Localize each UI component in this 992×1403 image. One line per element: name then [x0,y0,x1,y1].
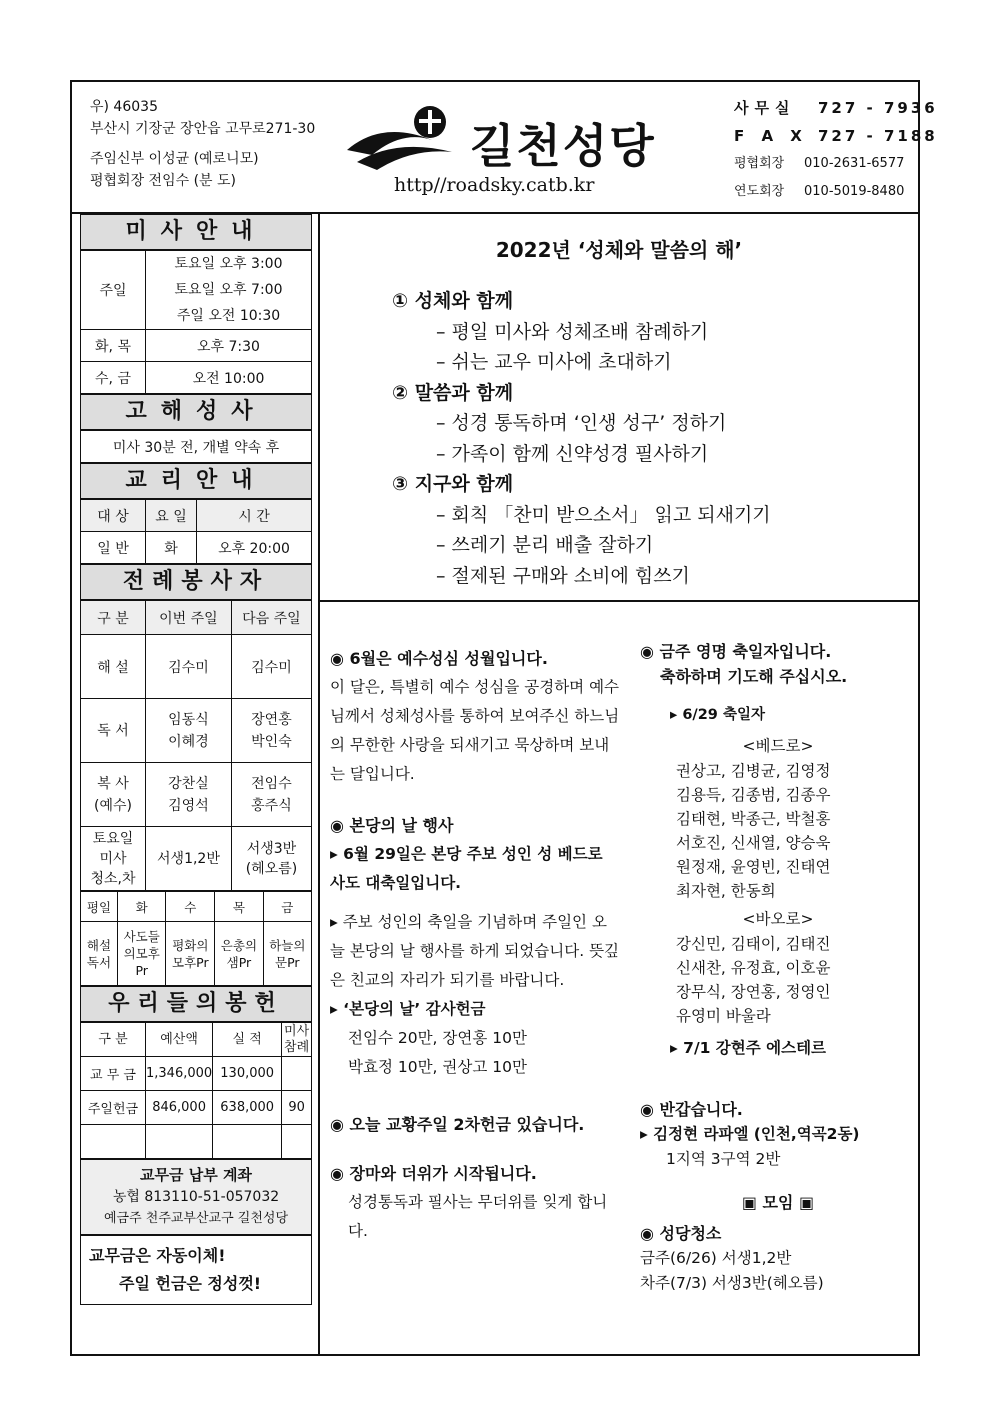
left-column [80,214,312,1305]
mass-table [80,250,312,394]
feast-name-line: 원정재, 윤영빈, 진태연 [676,858,831,876]
offering-header: 예산액 [146,1023,213,1057]
mass-title: 미사안내 [80,214,312,250]
feast-title-1: ◉ 금주 영명 축일자입니다. [640,642,832,661]
office-label: 사무실 [734,99,796,117]
servers-role: 해 설 [81,635,146,699]
weekday-header: 평일 [81,892,118,922]
office-phone: 727 - 7936 [818,99,938,117]
offering-cell: 130,000 [213,1057,282,1091]
news-parish-day-title: ◉ 본당의 날 행사 [330,816,454,835]
fax-label: F A X [734,127,808,145]
news-offering-line: 전임수 20만, 장연홍 10만 [348,1029,527,1047]
news-second-collection: ◉ 오늘 교황주일 2차헌금 있습니다. [330,1115,585,1134]
news-summer-title: ◉ 장마와 더위가 시작됩니다. [330,1164,537,1183]
servers-header: 다음 주일 [231,601,311,635]
catechism-header: 시 간 [197,500,312,532]
theme-list [392,286,771,591]
servers-role: 독 서 [81,699,146,763]
feast-name-line: 서호진, 신새열, 양승욱 [676,834,831,852]
catechism-cell: 화 [146,532,197,564]
feast-group-paul: <바오로> [742,910,814,928]
header-phones [734,94,938,206]
postal-code: 우) 46035 [90,99,158,115]
offering-cell: 주일헌금 [81,1091,146,1125]
church-name: 길천성당 [470,119,656,173]
bank-box [80,1159,312,1235]
news-offering-title: ▸ ‘본당의 날’ 감사헌금 [330,1000,486,1018]
offering-cell: 90 [282,1091,312,1125]
bank-holder: 예금주 천주교부산교구 길천성당 [103,1211,289,1226]
offering-cell: 1,346,000 [146,1057,213,1091]
offering-cell: 638,000 [213,1091,282,1125]
servers-header: 구 분 [81,601,146,635]
servers-cell: 강찬실 김영석 [146,763,232,827]
catechism-cell: 일 반 [81,532,146,564]
offering-header: 구 분 [81,1023,146,1057]
servers-cell: 서생1,2반 [146,827,232,891]
offering-title: 우리들의봉헌 [80,986,312,1022]
welcome-title: ◉ 반갑습니다. [640,1100,743,1119]
chair-label: 평협회장 [734,156,785,171]
news-left [330,644,620,1246]
weekday-cell: 사도들 의모후 Pr [118,922,166,986]
council-chair: 평협회장 전임수 (분 도) [90,173,236,189]
memo-box [80,1235,312,1305]
weekday-cell: 은총의 샘Pr [215,922,263,986]
memo-line-1: 교무금은 자동이체! [89,1246,226,1265]
news-sacred-heart-title: ◉ 6월은 예수성심 성월입니다. [330,649,548,668]
news-offering-line: 박효정 10만, 권상고 10만 [348,1058,527,1076]
feast-group-peter: <베드로> [742,737,814,755]
catechism-header: 대 상 [81,500,146,532]
servers-cell: 김수미 [146,635,232,699]
feast-date-1: ▸ 6/29 축일자 [670,707,765,723]
weekday-cell: 해설 독서 [81,922,118,986]
weekday-header: 금 [263,892,311,922]
feast-name-line: 김용득, 김종범, 김종우 [676,786,831,804]
feast-name-line: 강신민, 김태이, 김태진 [676,935,831,953]
cleaning-title: ◉ 성당청소 [640,1224,722,1243]
theme-item-sub: – 쓰레기 분리 배출 잘하기 [436,534,654,556]
right-column [318,214,918,1354]
news-parish-day-lead: ▸ 6월 29일은 본당 주보 성인 성 베드로 사도 대축일입니다. [330,845,603,892]
feast-name-line: 권상고, 김병균, 김영정 [676,762,831,780]
catechism-title: 교리안내 [80,463,312,499]
offering-header: 미사 참례 [282,1023,312,1057]
meeting-title: ▣ 모임 ▣ [741,1193,815,1212]
church-logo-block [342,88,702,206]
theme-item-sub: – 쉬는 교우 미사에 초대하기 [436,351,672,373]
weekday-header: 화 [118,892,166,922]
news-right [640,639,916,1296]
address: 부산시 기장군 장안읍 고무로271-30 [90,121,316,137]
bank-account: 농협 813110-51-057032 [112,1189,280,1205]
bulletin-frame [70,80,938,1356]
mass-tuethu-time: 오후 7:30 [146,330,312,362]
catechism-header: 요 일 [146,500,197,532]
church-url[interactable]: http//roadsky.catb.kr [394,174,595,196]
theme-title: 2022년 ‘성체와 말씀의 해’ [495,238,743,262]
catechism-cell: 오후 20:00 [197,532,312,564]
feast-name-line: 유영미 바울라 [676,1007,771,1025]
mass-sunday-label: 주일 [81,251,146,330]
mass-wedfri-time: 오전 10:00 [146,362,312,394]
news-parish-day-body: ▸ 주보 성인의 축일을 기념하며 주일인 오늘 본당의 날 행사를 하게 되었습니다. 뜻깊은 친교의 자리가 되기를 바랍니다. [330,913,620,989]
servers-role: 복 사 (예수) [81,763,146,827]
catechism-table [80,499,312,564]
memo-line-2: 주일 헌금은 정성껏! [119,1274,262,1293]
servers-cell: 임동식 이혜경 [146,699,232,763]
servers-title: 전례봉사자 [80,564,312,600]
region-label: 연도회장 [734,184,785,199]
news-sacred-heart-body: 이 달은, 특별히 예수 성심을 공경하며 예수님께서 성체성사를 통하여 보여주신 하느님의 무한한 사랑을 되새기고 묵상하며 보내는 달입니다. [330,678,620,783]
weekday-header: 수 [166,892,215,922]
confession-text: 미사 30분 전, 개별 약속 후 [81,431,312,463]
mass-sunday-time-1: 토요일 오후 3:00 [174,256,283,272]
offering-table [80,1022,312,1159]
feast-names-peter [640,759,916,903]
welcome-name: ▸ 김정현 라파엘 (인천,역곡2동) [640,1125,860,1143]
header-contact [90,96,315,192]
servers-role: 토요일 미사 청소,차 [81,827,146,891]
region-phone: 010-5019-8480 [804,184,905,199]
servers-cell: 서생3반 (헤오름) [231,827,311,891]
offering-cell: 교 무 금 [81,1057,146,1091]
feast-title-2: 축하하며 기도해 주십시오. [660,667,848,686]
confession-table [80,430,312,463]
weekday-cell: 하늘의 문Pr [263,922,311,986]
theme-item-sub: – 성경 통독하며 ‘인생 성구’ 정하기 [436,412,727,434]
cleaning-line: 차주(7/3) 서생3반(헤오름) [640,1274,824,1292]
weekday-cell: 평화의 모후Pr [166,922,215,986]
theme-item-head: ② 말씀과 함께 [392,381,514,404]
offering-cell: 846,000 [146,1091,213,1125]
fax-phone: 727 - 7188 [818,127,938,145]
feast-names-paul [640,932,916,1028]
theme-item-sub: – 가족이 함께 신약성경 필사하기 [436,442,709,465]
servers-cell: 김수미 [231,635,311,699]
pastor: 주임신부 이성균 (예로니모) [90,151,259,167]
servers-table [80,600,312,891]
bank-title: 교무금 납부 계좌 [140,1166,252,1184]
mass-tuethu-label: 화, 목 [81,330,146,362]
feast-name-line: 신새찬, 유정효, 이호윤 [676,959,831,977]
feast-name-line: 최자현, 한동희 [676,882,776,900]
servers-cell: 전임수 홍주식 [231,763,311,827]
chair-phone: 010-2631-6577 [804,156,905,171]
feast-name-line: 장무식, 장연홍, 정영인 [676,983,831,1001]
welcome-area: 1지역 3구역 2반 [666,1150,781,1168]
weekday-header: 목 [215,892,263,922]
theme-item-sub: – 평일 미사와 성체조배 참례하기 [436,320,709,343]
confession-title: 고해성사 [80,394,312,430]
theme-box [320,214,918,602]
weekday-servers-table [80,891,312,986]
news-summer-body: 성경통독과 필사는 무더위를 잊게 합니다. [348,1193,608,1240]
mass-sunday-time-2: 토요일 오후 7:00 [174,282,283,298]
feast-name-line: 김태현, 박종근, 박철홍 [676,810,831,828]
theme-item-head: ③ 지구와 함께 [392,473,514,495]
servers-cell: 장연홍 박인숙 [231,699,311,763]
cleaning-line: 금주(6/26) 서생1,2반 [640,1249,792,1267]
offering-header: 실 적 [213,1023,282,1057]
servers-header: 이번 주일 [146,601,232,635]
theme-item-sub: – 회칙 「찬미 받으소서」 읽고 되새기기 [436,503,771,526]
theme-item-head: ① 성체와 함께 [392,290,514,312]
feast-date-2: ▸ 7/1 강현주 에스테르 [670,1039,827,1057]
mass-wedfri-label: 수, 금 [81,362,146,394]
mass-sunday-time-3: 주일 오전 10:30 [176,308,281,324]
header [72,82,938,214]
theme-item-sub: – 절제된 구매와 소비에 힘쓰기 [436,564,690,587]
church-logo-icon [342,100,472,180]
